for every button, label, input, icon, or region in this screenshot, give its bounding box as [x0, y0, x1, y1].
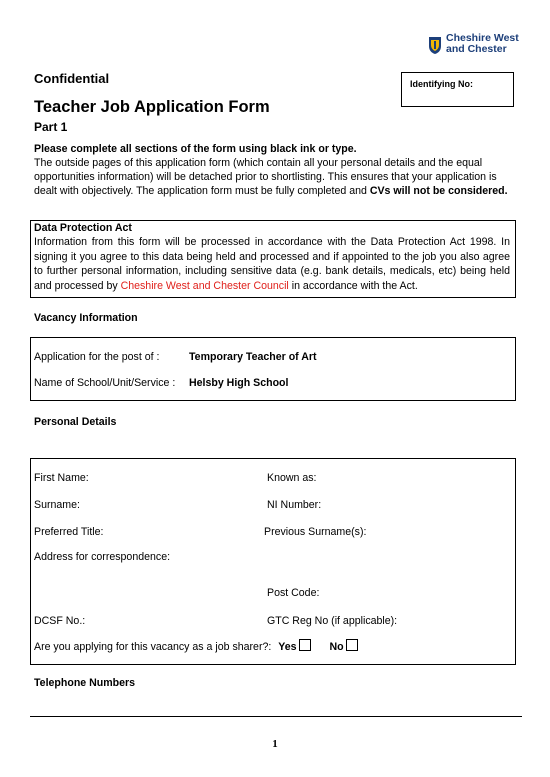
footer-divider: [30, 716, 522, 717]
previous-surnames-field[interactable]: Previous Surname(s):: [264, 526, 367, 538]
identifying-no-label: Identifying No:: [410, 79, 473, 89]
part-label: Part 1: [34, 120, 68, 134]
telephone-heading: Telephone Numbers: [34, 677, 136, 689]
yes-checkbox[interactable]: [299, 639, 311, 651]
council-name: Cheshire West and Chester Council: [120, 279, 289, 292]
surname-field[interactable]: Surname:: [34, 499, 80, 511]
first-name-field[interactable]: First Name:: [34, 472, 89, 484]
post-label: Application for the post of :: [34, 351, 160, 363]
data-protection-box: [30, 220, 516, 298]
dcsf-field[interactable]: DCSF No.:: [34, 615, 86, 627]
page-number: 1: [272, 738, 278, 750]
form-title: Teacher Job Application Form: [34, 98, 270, 116]
data-protection-text: Information from this form will be processed in accordance with the Data Protection Act 1998. In signing it you agree to this data being held and processed and if appointed to the job you also agree to further personal information, including sensitive data (e.g. bank details, medicals, etc) being held and processed by Cheshire West and Chester Council in accordance with the Act.: [34, 236, 510, 292]
school-value: Helsby High School: [189, 377, 289, 389]
logo-text: Cheshire West and Chester: [446, 32, 519, 55]
personal-details-box: [30, 458, 516, 665]
address-field[interactable]: Address for correspondence:: [34, 551, 171, 563]
data-protection-heading: Data Protection Act: [34, 222, 132, 234]
job-sharer-question: Are you applying for this vacancy as a job sharer?: Yes No: [34, 639, 358, 653]
vacancy-box: [30, 337, 516, 401]
no-checkbox[interactable]: [346, 639, 358, 651]
instructions-text: The outside pages of this application form (which contain all your personal details and the equal opportunities information) will be detached prior to shortlisting. This ensures that your application is dealt with objectively. The application form must be fully completed and: [34, 157, 497, 197]
ni-number-field[interactable]: NI Number:: [267, 499, 322, 511]
crest-icon: [428, 35, 442, 55]
instructions-bold: Please complete all sections of the form using black ink or type.: [34, 143, 357, 155]
preferred-title-field[interactable]: Preferred Title:: [34, 526, 104, 538]
post-value: Temporary Teacher of Art: [189, 351, 317, 363]
identifying-no-field[interactable]: [401, 72, 514, 107]
cv-note: CVs will not be considered.: [369, 185, 508, 197]
confidential-label: Confidential: [34, 71, 110, 86]
instructions: [34, 142, 512, 198]
no-label: No: [329, 641, 344, 653]
gtc-field[interactable]: GTC Reg No (if applicable):: [267, 615, 398, 627]
personal-heading: Personal Details: [34, 416, 117, 428]
known-as-field[interactable]: Known as:: [267, 472, 317, 484]
yes-label: Yes: [278, 641, 297, 653]
council-logo: [428, 33, 528, 61]
vacancy-heading: Vacancy Information: [34, 312, 138, 324]
post-code-field[interactable]: Post Code:: [267, 587, 320, 599]
school-label: Name of School/Unit/Service :: [34, 377, 176, 389]
